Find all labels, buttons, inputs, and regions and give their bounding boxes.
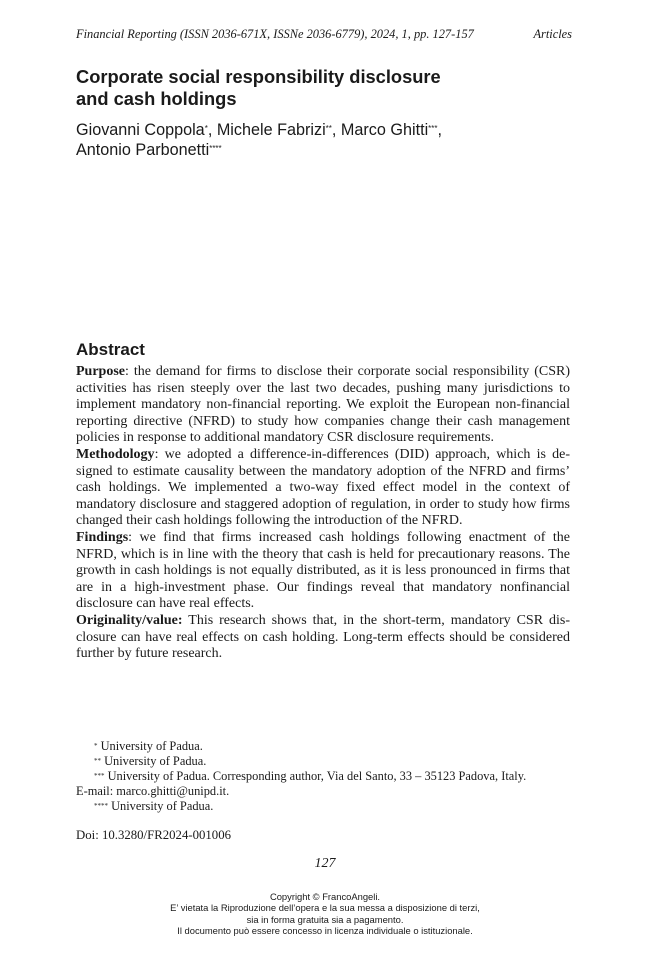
abstract-heading: Abstract — [76, 340, 145, 359]
footnotes — [76, 739, 570, 814]
footnote-mark: ** — [94, 757, 101, 765]
section-label-methodology: Methodology — [76, 446, 155, 462]
copyright-line: sia in forma gratuita sia a pagamento. — [246, 913, 404, 925]
running-header — [76, 27, 572, 42]
page-number: 127 — [314, 856, 336, 871]
section-text: This research shows that, in the short-term, mandatory CSR disclosure can have real effects on cash holding. Long-term effects should be considered further by future research. — [76, 612, 570, 662]
abstract-originality — [76, 613, 570, 663]
affiliation-mark: *** — [428, 124, 438, 133]
author-name: Marco Ghitti — [340, 121, 429, 139]
author-list — [76, 120, 556, 160]
footnote-continuation: E-mail: marco.ghitti@unipd.it. — [76, 784, 230, 798]
footnote-text: University of Padua. Corresponding author, Via del Santo, 33 – 35123 Padova, Italy. — [104, 769, 527, 783]
section-label-purpose: Purpose — [76, 364, 125, 379]
footnote-mark: **** — [94, 802, 108, 810]
affiliation-mark: **** — [209, 144, 222, 153]
title-line-2: and cash holdings — [76, 88, 237, 109]
author-separator: , — [207, 121, 217, 139]
copyright-line: E’ vietata la Riproduzione dell’opera e la sua messa a disposizione di terzi, — [170, 902, 480, 914]
doi: Doi: 10.3280/FR2024-001006 — [76, 828, 231, 842]
author-separator: , — [437, 121, 443, 139]
title-line-1: Corporate social responsibility disclosure — [76, 66, 441, 87]
footnote — [76, 754, 570, 769]
footnote-mark: *** — [94, 772, 105, 780]
copyright-notice — [0, 891, 650, 937]
journal-citation: Financial Reporting (ISSN 2036-671X, ISSNe 2036-6779), 2024, 1, pp. 127-157 — [76, 27, 474, 41]
copyright-line: Copyright © FrancoAngeli. — [269, 891, 381, 902]
section-text: : we adopted a difference-in-differences (DID) approach, which is designed to estimate causality between the mandatory adoption of the NFRD and firms’ cash holdings. We implemented a two-way fixed effect model in the context of mandatory disclosure and staggered adoption of regulation, in order to study how firms changed their cash holdings following the introduction of the NFRD. — [76, 446, 570, 529]
section-label-originality: Originality/value: — [76, 612, 183, 628]
section-label-findings: Findings — [76, 529, 129, 545]
footnote — [76, 739, 570, 754]
abstract-purpose — [76, 364, 570, 447]
footnote-text: University of Padua. — [97, 739, 203, 753]
section-text: : we find that firms increased cash holdings following enactment of the NFRD, which is in line with the theory that cash is held for precautionary reasons. The growth in cash holdings is not equally distributed, as it is less pronounced in firms that are in a high-investment phase. Our findings reveal that mandatory nonfinancial disclosure can have real effects. — [76, 529, 570, 612]
section-text: : the demand for firms to disclose their corporate social responsibility (CSR) activities has risen steeply over the last two decades, pushing many jurisdictions to implement mandatory non-financial reporting. We exploit the European non-financial reporting directive (NFRD) to study how companies change their cash management policies in response to additional mandatory CSR disclosure requirements. — [76, 364, 570, 446]
footnote — [76, 769, 570, 784]
footnote-text: University of Padua. — [108, 799, 214, 813]
article-title — [76, 66, 496, 110]
footnote-text: University of Padua. — [101, 754, 207, 768]
author-name: Michele Fabrizi — [216, 121, 326, 139]
copyright-line: Il documento può essere concesso in licenza individuale o istituzionale. — [177, 925, 473, 937]
author-separator: , — [331, 121, 341, 139]
footnote-mark: * — [94, 742, 98, 750]
section-label: Articles — [533, 27, 572, 41]
author-name: Giovanni Coppola — [76, 121, 205, 139]
abstract-body — [76, 364, 570, 663]
footnote — [76, 799, 570, 814]
author-name: Antonio Parbonetti — [76, 141, 210, 159]
abstract-methodology — [76, 447, 570, 530]
affiliation-mark: * — [204, 124, 208, 133]
abstract-findings — [76, 530, 570, 613]
affiliation-mark: ** — [325, 124, 332, 133]
